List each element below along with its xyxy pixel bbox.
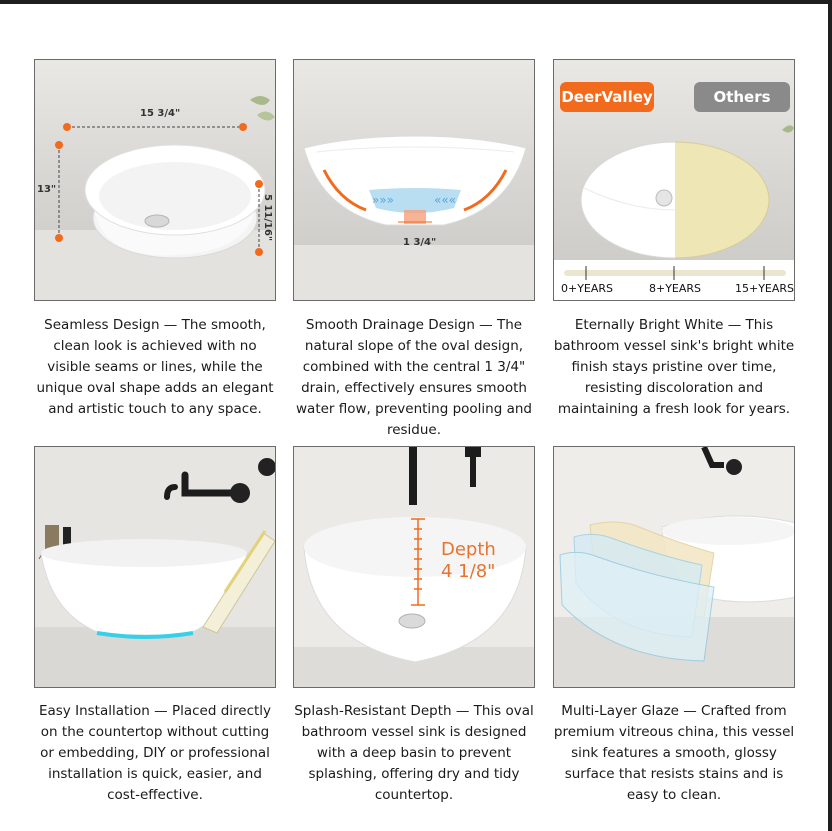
sink-cross-section-illustration <box>294 60 535 301</box>
year-label-15: 15+YEARS <box>735 282 795 295</box>
glaze-layers-illustration <box>554 447 795 688</box>
panel-depth <box>293 446 535 688</box>
svg-text:»»»: »»» <box>372 193 395 207</box>
caption-multi-layer-glaze: Multi-Layer Glaze — Crafted from premium vitreous china, this vessel sink features a smooth, glossy surface that resists stains and is easy to clean. <box>553 703 795 803</box>
others-label: Others <box>694 82 790 112</box>
faucet-spout <box>409 447 417 505</box>
caption-smooth-drainage: Smooth Drainage Design — The natural slope of the oval design, combined with the central 1 3/4" drain, effectively ensures smooth water flow, preventing pooling and residue. <box>296 317 532 438</box>
panel-dimensions <box>34 59 276 301</box>
drain <box>399 614 425 628</box>
panel-bright-white <box>553 59 795 301</box>
aging-timeline-bar <box>564 270 786 276</box>
caption-bright-white: Eternally Bright White — This bathroom vessel sink's bright white finish stays pristine over time, resisting discoloration and maintaining a fresh look for years. <box>553 317 795 417</box>
depth-illustration <box>294 447 535 688</box>
sink-dimensions-illustration <box>35 60 276 301</box>
depth-dimension: 5 11/16" <box>262 194 273 242</box>
depth-label: Depth <box>441 539 496 560</box>
drain-dimension: 1 3/4" <box>403 237 437 248</box>
panel-multi-layer-glaze <box>553 446 795 688</box>
depth-value: 4 1/8" <box>441 561 496 582</box>
installation-illustration <box>35 447 276 688</box>
plant-leaves <box>250 96 270 105</box>
top-border <box>0 0 832 4</box>
svg-text:«««: ««« <box>434 193 457 207</box>
right-border <box>828 0 832 831</box>
panel-drainage <box>293 59 535 301</box>
brand-label: DeerValley <box>560 82 654 112</box>
drain <box>145 215 169 227</box>
caption-seamless-design: Seamless Design — The smooth, clean look is achieved with no visible seams or lines, while the unique oval shape adds an elegant and artistic touch to any space. <box>36 317 274 417</box>
year-label-8: 8+YEARS <box>649 282 702 295</box>
height-dimension: 13" <box>37 184 57 195</box>
year-label-0: 0+YEARS <box>561 282 614 295</box>
caption-easy-installation: Easy Installation — Placed directly on the countertop without cutting or embedding, DIY or professional installation is quick, easier, and cost-effective. <box>38 703 272 803</box>
panel-easy-installation <box>34 446 276 688</box>
caption-splash-resistant-depth: Splash-Resistant Depth — This oval bathroom vessel sink is designed with a deep basin to prevent splashing, offering dry and tidy countertop. <box>294 703 534 803</box>
width-dimension: 15 3/4" <box>140 108 181 119</box>
